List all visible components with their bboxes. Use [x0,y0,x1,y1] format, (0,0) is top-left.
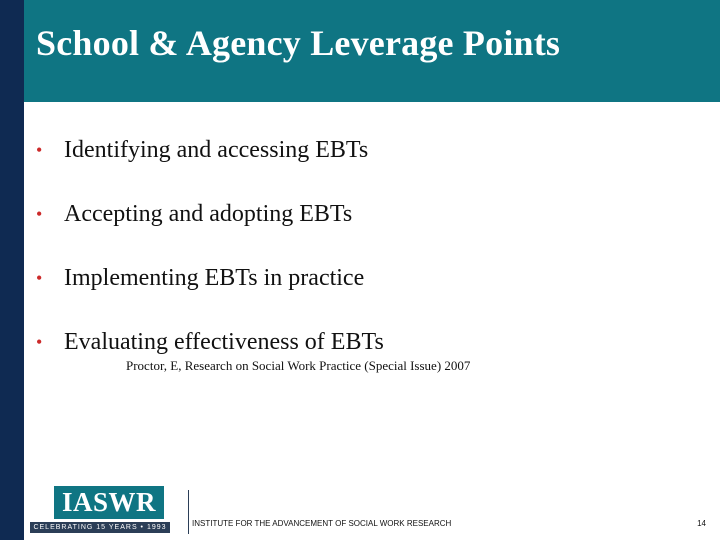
bullet-icon: • [36,139,43,160]
bullet-text: Evaluating effectiveness of EBTs [64,328,384,355]
bullet-item [36,246,384,310]
bullet-icon: • [36,267,43,288]
slide-title: School & Agency Leverage Points [36,23,561,63]
footer-organization: INSTITUTE FOR THE ADVANCEMENT OF SOCIAL WORK RESEARCH [192,519,452,528]
bullet-icon: • [36,331,43,352]
logo-box [54,486,164,519]
footer-divider [188,490,189,534]
bullet-text: Implementing EBTs in practice [64,264,365,291]
bullet-item [36,118,384,182]
bullet-text: Accepting and adopting EBTs [64,200,353,227]
iaswr-logo [30,486,170,542]
citation: Proctor, E, Research on Social Work Practice (Special Issue) 2007 [126,358,471,373]
page-number: 14 [697,519,706,528]
logo-tagline: CELEBRATING 15 YEARS • 1993 2008 [30,522,170,533]
bullet-icon: • [36,203,43,224]
bullet-list [36,118,384,374]
logo-name: IASWR [61,487,157,517]
left-accent-bar [0,0,24,540]
bullet-text: Identifying and accessing EBTs [64,136,369,163]
bullet-item [36,182,384,246]
